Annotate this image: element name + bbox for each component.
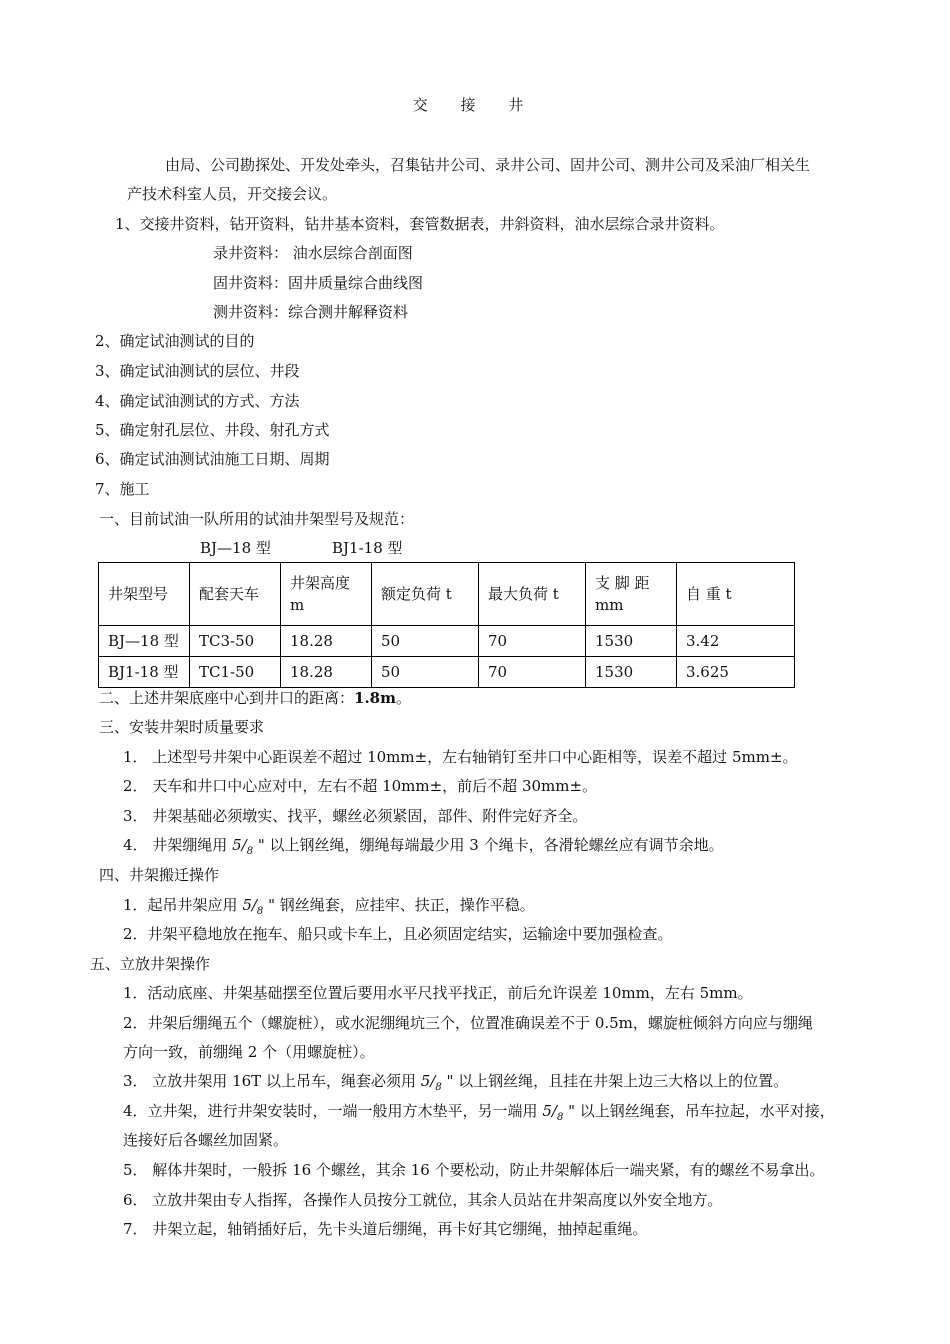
sec3-item-4-text-a: 4． 井架绷绳用 [123,836,233,854]
sec4-item-1 [123,895,535,922]
section-2-line [99,688,411,708]
sec5-item-4-text-b: 以上钢丝绳套，吊车拉起，水平对接， [574,1102,835,1120]
sec5-item-7: 7． 井架立起，轴销插好后，先卡头道后绷绳，再卡好其它绷绳，抽掉起重绳。 [123,1220,648,1238]
item-7: 7、施工 [95,480,150,498]
fraction-denominator: 8 [256,906,264,917]
table-header-cell: 井架型号 [99,563,190,626]
model-b-label: BJ1-18 型 [332,539,403,557]
table-header-cell: 最大负荷 t [479,563,586,626]
table-cell: 70 [479,657,586,688]
derrick-spec-table [98,562,795,688]
sub-wireline: 测井资料：综合测井解释资料 [213,303,409,321]
sub-logging: 录井资料： 油水层综合剖面图 [213,244,413,262]
fraction-5-8 [542,1102,564,1123]
sec5-item-4-text-a: 4．立井架，进行井架安装时，一端一般用方木垫平，另一端用 [123,1102,543,1120]
table-header-cell: 支 脚 距 mm [586,563,677,626]
table-header-cell: 自 重 t [677,563,795,626]
sec3-item-4-text-b: 以上钢丝绳，绷绳每端最少用 3 个绳卡，各滑轮螺丝应有调节余地。 [264,836,724,854]
sec4-item-2: 2．井架平稳地放在拖车、船只或卡车上，且必须固定结实，运输途中要加强检查。 [123,925,673,943]
fraction-denominator: 8 [435,1082,442,1093]
inch-mark: " [563,1102,575,1120]
section-3-title: 三、安装井架时质量要求 [99,718,265,736]
sec5-item-3-text-a: 3． 立放井架用 16T 以上吊车，绳套必须用 [123,1072,421,1090]
sec5-item-2-line-1: 2．井架后绷绳五个（螺旋桩），或水泥绷绳坑三个，位置准确误差不于 0.5m，螺旋桩倾斜方向应与绷绳 [123,1014,813,1032]
table-cell: BJ—18 型 [99,626,190,657]
table-cell: 1530 [586,626,677,657]
table-cell: 18.28 [281,626,372,657]
intro-line-1: 由局、公司勘探处、开发处牵头，召集钻井公司、录井公司、固井公司、测井公司及采油厂相关生 [165,156,811,174]
sec3-item-3: 3． 井架基础必须墩实、找平，螺丝必须紧固，部件、附件完好齐全。 [123,807,588,825]
sec3-item-2: 2． 天车和井口中心应对中，左右不超 10mm±，前后不超 30mm±。 [123,777,598,795]
fraction-5-8 [242,896,264,917]
table-cell: 50 [372,657,479,688]
sec5-item-4-line-2: 连接好后各螺丝加固紧。 [123,1131,289,1149]
document-title: 交 接 井 [412,96,538,114]
section-2-end: 。 [395,689,411,707]
item-3: 3、确定试油测试的层位、井段 [95,362,300,380]
sec5-item-6: 6． 立放井架由专人指挥，各操作人员按分工就位，其余人员站在井架高度以外安全地方。 [123,1191,723,1209]
table-cell: 3.625 [677,657,795,688]
item-2: 2、确定试油测试的目的 [95,332,255,350]
intro-line-2: 产技术科室人员，开交接会议。 [127,185,338,203]
sub-cementing: 固井资料：固井质量综合曲线图 [213,274,424,292]
table-cell: BJ1-18 型 [99,657,190,688]
sec4-item-1-text-b: 钢丝绳套，应挂牢、扶正，操作平稳。 [274,896,535,914]
fraction-5-8 [420,1072,442,1093]
inch-mark: " [263,896,275,914]
fraction-denominator: 8 [556,1112,564,1123]
sec5-item-3-text-b: 以上钢丝绳，且挂在井架上边三大格以上的位置。 [453,1072,789,1090]
table-header-cell: 配套天车 [190,563,281,626]
item-1: 1、交接井资料，钻开资料，钻井基本资料，套管数据表，井斜资料，油水层综合录井资料。 [115,215,725,233]
table-cell: 50 [372,626,479,657]
model-a-label: BJ—18 型 [200,539,271,557]
fraction-numerator: 5/ [542,1102,557,1120]
table-row [99,657,795,688]
section-2-value: 1.8m [354,689,396,707]
sec5-item-5: 5． 解体井架时，一般拆 16 个螺丝，其余 16 个要松动，防止井架解体后一端夹紧，有的螺丝不易拿出。 [123,1161,825,1179]
sec5-item-4-line-1 [123,1101,835,1128]
table-cell: 3.42 [677,626,795,657]
fraction-numerator: 5/ [232,836,247,854]
table-cell: TC3-50 [190,626,281,657]
table-header-cell: 额定负荷 t [372,563,479,626]
table-cell: TC1-50 [190,657,281,688]
sec3-item-4 [123,835,724,862]
table-cell: 70 [479,626,586,657]
fraction-denominator: 8 [246,846,254,857]
section-5-title: 五、立放井架操作 [90,955,211,973]
section-1-title: 一、目前试油一队所用的试油井架型号及规范： [99,510,415,528]
sec5-item-2-line-2: 方向一致，前绷绳 2 个（用螺旋桩）。 [123,1043,375,1061]
inch-mark: " [441,1072,454,1090]
table-header-cell: 井架高度 m [281,563,372,626]
table-cell: 1530 [586,657,677,688]
sec5-item-1: 1．活动底座、井架基础摆至位置后要用水平尺找平找正，前后允许误差 10mm，左右 5mm。 [123,984,753,1002]
item-4: 4、确定试油测试的方式、方法 [95,392,300,410]
fraction-5-8 [232,836,254,857]
fraction-numerator: 5/ [420,1072,436,1090]
sec3-item-1: 1． 上述型号井架中心距误差不超过 10mm±，左右轴销钉至井口中心距相等，误差不超过 5mm±。 [123,748,798,766]
sec5-item-3 [123,1071,788,1098]
section-4-title: 四、井架搬迁操作 [99,866,220,884]
sec4-item-1-text-a: 1．起吊井架应用 [123,896,243,914]
table-row [99,626,795,657]
table-header-row [99,563,795,626]
item-6: 6、确定试油测试油施工日期、周期 [95,450,330,468]
fraction-numerator: 5/ [242,896,257,914]
section-2-text: 二、上述井架底座中心到井口的距离： [99,689,355,707]
item-5: 5、确定射孔层位、井段、射孔方式 [95,421,330,439]
table-cell: 18.28 [281,657,372,688]
inch-mark: " [253,836,265,854]
